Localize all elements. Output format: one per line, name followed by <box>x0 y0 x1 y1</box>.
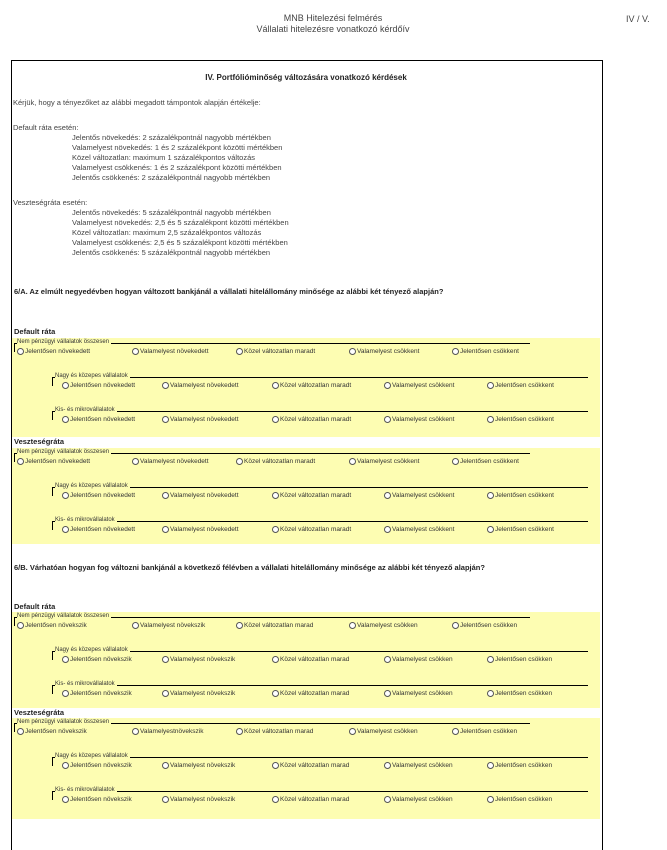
radio-button[interactable] <box>236 458 243 465</box>
radio-label: Jelentősen csökkent <box>460 458 519 465</box>
radio-option[interactable] <box>272 492 351 499</box>
radio-label: Közel változatlan maradt <box>280 526 352 533</box>
radio-option[interactable] <box>384 656 453 663</box>
radio-option[interactable] <box>384 382 454 389</box>
radio-button[interactable] <box>17 458 24 465</box>
radio-option[interactable] <box>349 622 418 629</box>
loss-rate-item: Valamelyest csökkenés: 2,5 és 5 százalékpont közötti mértékben <box>72 238 288 247</box>
radio-label: Valamelyest csökkent <box>392 526 455 533</box>
radio-label: Valamelyest csökken <box>357 728 418 735</box>
page-header <box>200 13 466 35</box>
radio-label: Jelentősen növekszik <box>70 796 132 803</box>
radio-button[interactable] <box>272 492 279 499</box>
group-label: Nem pénzügyi vállalatok összesen <box>17 339 110 345</box>
default-rate-item: Valamelyest növekedés: 1 és 2 százalékpont közötti mértékben <box>72 143 283 152</box>
radio-button[interactable] <box>162 762 169 769</box>
radio-button[interactable] <box>272 382 279 389</box>
radio-label: Közel változatlan maradt <box>244 458 316 465</box>
radio-button[interactable] <box>349 348 356 355</box>
radio-button[interactable] <box>487 762 494 769</box>
radio-option[interactable] <box>272 690 349 697</box>
radio-button[interactable] <box>272 690 279 697</box>
radio-label: Jelentősen növekedett <box>70 416 136 423</box>
radio-option[interactable] <box>132 348 209 355</box>
default-rate-heading: Default ráta esetén: <box>13 123 79 132</box>
q6b-loss-block <box>12 718 600 819</box>
group-label: Kis- és mikrovállalatok <box>55 681 115 687</box>
radio-label: Jelentősen növekedett <box>70 526 136 533</box>
radio-option[interactable] <box>162 416 239 423</box>
radio-label: Valamelyestnövekszik <box>140 728 204 735</box>
radio-button[interactable] <box>17 348 24 355</box>
radio-option[interactable] <box>487 382 554 389</box>
radio-button[interactable] <box>236 728 243 735</box>
header-title: MNB Hitelezési felmérés <box>283 13 383 23</box>
radio-button[interactable] <box>384 656 391 663</box>
radio-group <box>52 788 592 810</box>
group-label: Nagy és közepes vállalatok <box>55 647 128 653</box>
q6a-loss-label: Veszteségráta <box>14 437 65 446</box>
radio-option[interactable] <box>236 728 313 735</box>
radio-label: Jelentősen növekszik <box>25 622 87 629</box>
radio-button[interactable] <box>132 728 139 735</box>
radio-button[interactable] <box>132 348 139 355</box>
radio-option[interactable] <box>132 622 205 629</box>
radio-option[interactable] <box>62 382 135 389</box>
radio-option[interactable] <box>62 762 132 769</box>
radio-button[interactable] <box>349 728 356 735</box>
default-rate-item: Valamelyest csökkenés: 1 és 2 százalékpont közötti mértékben <box>72 163 282 172</box>
group-label: Kis- és mikrovállalatok <box>55 787 115 793</box>
radio-option[interactable] <box>162 690 235 697</box>
radio-option[interactable] <box>62 416 135 423</box>
radio-button[interactable] <box>62 492 69 499</box>
radio-option[interactable] <box>349 348 419 355</box>
radio-group <box>52 754 592 776</box>
radio-button[interactable] <box>384 382 391 389</box>
radio-group <box>52 518 592 540</box>
radio-option[interactable] <box>487 526 554 533</box>
radio-label: Jelentősen csökken <box>495 690 553 697</box>
radio-label: Jelentősen csökken <box>495 762 553 769</box>
default-rate-item: Jelentős csökkenés: 2 százalékpontnál nagyobb mértékben <box>72 173 271 182</box>
radio-label: Jelentősen csökkent <box>495 416 554 423</box>
radio-option[interactable] <box>384 526 454 533</box>
group-label: Nagy és közepes vállalatok <box>55 753 128 759</box>
radio-option[interactable] <box>384 796 453 803</box>
radio-option[interactable] <box>17 348 90 355</box>
radio-group <box>52 408 592 430</box>
radio-option[interactable] <box>349 458 419 465</box>
radio-label: Jelentősen növekedett <box>25 348 91 355</box>
radio-option[interactable] <box>62 796 132 803</box>
radio-label: Jelentősen növekszik <box>25 728 87 735</box>
radio-group <box>52 648 592 670</box>
radio-option[interactable] <box>236 348 315 355</box>
question-6b: 6/B. Várhatóan hogyan fog változni bankjánál a következő félévben a vállalati hitelállomány minősége az alábbi két tényező alapján? <box>14 563 485 572</box>
intro-text: Kérjük, hogy a tényezőket az alábbi megadott támpontok alapján értékelje: <box>13 98 261 107</box>
radio-option[interactable] <box>272 526 351 533</box>
radio-option[interactable] <box>487 416 554 423</box>
loss-rate-item: Jelentős csökkenés: 5 százalékpontnál nagyobb mértékben <box>72 248 271 257</box>
group-label: Nagy és közepes vállalatok <box>55 483 128 489</box>
radio-group <box>14 450 534 472</box>
radio-button[interactable] <box>162 526 169 533</box>
radio-label: Valamelyest csökkent <box>357 458 420 465</box>
radio-button[interactable] <box>272 416 279 423</box>
radio-button[interactable] <box>132 622 139 629</box>
radio-option[interactable] <box>162 796 235 803</box>
radio-button[interactable] <box>487 796 494 803</box>
radio-option[interactable] <box>384 690 453 697</box>
radio-label: Valamelyest csökkent <box>392 492 455 499</box>
radio-option[interactable] <box>487 656 552 663</box>
radio-label: Valamelyest csökkent <box>357 348 420 355</box>
radio-label: Valamelyest csökken <box>357 622 418 629</box>
radio-option[interactable] <box>487 492 554 499</box>
radio-label: Közel változatlan marad <box>280 656 350 663</box>
radio-label: Jelentősen csökken <box>460 622 518 629</box>
radio-label: Valamelyest növekszik <box>170 762 236 769</box>
radio-label: Közel változatlan marad <box>280 762 350 769</box>
radio-label: Közel változatlan marad <box>244 622 314 629</box>
radio-button[interactable] <box>62 656 69 663</box>
radio-option[interactable] <box>17 622 87 629</box>
radio-label: Valamelyest növekszik <box>170 656 236 663</box>
radio-button[interactable] <box>62 796 69 803</box>
radio-label: Jelentősen csökkent <box>460 348 519 355</box>
radio-group <box>14 614 534 636</box>
radio-label: Valamelyest csökkent <box>392 382 455 389</box>
radio-label: Valamelyest növekedett <box>170 416 239 423</box>
radio-button[interactable] <box>62 382 69 389</box>
radio-group <box>52 374 592 396</box>
section-title: IV. Portfólióminőség változására vonatkozó kérdések <box>205 73 407 82</box>
radio-label: Valamelyest növekszik <box>170 796 236 803</box>
radio-option[interactable] <box>487 762 552 769</box>
radio-label: Jelentősen növekedett <box>70 382 136 389</box>
radio-button[interactable] <box>162 796 169 803</box>
radio-button[interactable] <box>487 690 494 697</box>
radio-option[interactable] <box>384 762 453 769</box>
radio-label: Jelentősen növekszik <box>70 656 132 663</box>
radio-label: Valamelyest csökken <box>392 796 453 803</box>
radio-option[interactable] <box>452 622 517 629</box>
radio-group <box>52 682 592 704</box>
radio-option[interactable] <box>162 656 235 663</box>
radio-button[interactable] <box>487 526 494 533</box>
radio-button[interactable] <box>272 656 279 663</box>
radio-option[interactable] <box>452 348 519 355</box>
question-6a: 6/A. Az elmúlt negyedévben hogyan változott bankjánál a vállalati hitelállomány minősége az alábbi két tényező alapján? <box>14 287 444 296</box>
radio-label: Jelentősen csökken <box>460 728 518 735</box>
loss-rate-heading: Veszteségráta esetén: <box>13 198 88 207</box>
radio-button[interactable] <box>487 656 494 663</box>
radio-button[interactable] <box>132 458 139 465</box>
radio-button[interactable] <box>384 492 391 499</box>
radio-label: Valamelyest növekszik <box>140 622 206 629</box>
radio-option[interactable] <box>17 728 87 735</box>
radio-button[interactable] <box>349 458 356 465</box>
group-label: Nagy és közepes vállalatok <box>55 373 128 379</box>
radio-label: Valamelyest csökkent <box>392 416 455 423</box>
radio-option[interactable] <box>62 492 135 499</box>
radio-option[interactable] <box>62 656 132 663</box>
radio-label: Jelentősen csökken <box>495 796 553 803</box>
radio-button[interactable] <box>452 728 459 735</box>
group-label: Nem pénzügyi vállalatok összesen <box>17 719 110 725</box>
radio-button[interactable] <box>17 622 24 629</box>
radio-group <box>14 720 534 742</box>
radio-option[interactable] <box>132 458 209 465</box>
q6b-loss-label: Veszteségráta <box>14 708 65 717</box>
radio-option[interactable] <box>132 728 203 735</box>
q6a-loss-block <box>12 448 600 544</box>
radio-label: Közel változatlan maradt <box>280 382 352 389</box>
radio-button[interactable] <box>272 526 279 533</box>
radio-option[interactable] <box>272 382 351 389</box>
radio-label: Valamelyest csökken <box>392 690 453 697</box>
radio-option[interactable] <box>272 796 349 803</box>
radio-label: Jelentősen csökken <box>495 656 553 663</box>
radio-button[interactable] <box>487 416 494 423</box>
group-label: Kis- és mikrovállalatok <box>55 517 115 523</box>
radio-option[interactable] <box>349 728 418 735</box>
radio-button[interactable] <box>384 762 391 769</box>
radio-label: Jelentősen csökkent <box>495 382 554 389</box>
radio-option[interactable] <box>236 622 313 629</box>
radio-option[interactable] <box>162 526 239 533</box>
header-subtitle: Vállalati hitelezésre vonatkozó kérdőív <box>256 24 410 34</box>
radio-option[interactable] <box>272 416 351 423</box>
radio-option[interactable] <box>62 690 132 697</box>
radio-button[interactable] <box>349 622 356 629</box>
radio-option[interactable] <box>236 458 315 465</box>
radio-option[interactable] <box>17 458 90 465</box>
radio-button[interactable] <box>236 622 243 629</box>
radio-button[interactable] <box>62 690 69 697</box>
radio-group <box>14 340 534 362</box>
radio-option[interactable] <box>452 458 519 465</box>
radio-button[interactable] <box>384 416 391 423</box>
radio-label: Valamelyest növekedett <box>170 492 239 499</box>
radio-option[interactable] <box>384 492 454 499</box>
radio-label: Valamelyest csökken <box>392 656 453 663</box>
radio-button[interactable] <box>452 348 459 355</box>
radio-button[interactable] <box>236 348 243 355</box>
radio-option[interactable] <box>452 728 517 735</box>
radio-label: Jelentősen növekedett <box>70 492 136 499</box>
radio-option[interactable] <box>272 656 349 663</box>
loss-rate-item: Közel változatlan: maximum 2,5 százalékpontos változás <box>72 228 262 237</box>
radio-label: Valamelyest csökken <box>392 762 453 769</box>
radio-button[interactable] <box>384 526 391 533</box>
radio-option[interactable] <box>62 526 135 533</box>
radio-button[interactable] <box>162 690 169 697</box>
radio-option[interactable] <box>162 762 235 769</box>
radio-label: Valamelyest növekedett <box>140 348 209 355</box>
radio-group <box>52 484 592 506</box>
radio-button[interactable] <box>452 622 459 629</box>
default-rate-item: Jelentős növekedés: 2 százalékpontnál nagyobb mértékben <box>72 133 271 142</box>
radio-button[interactable] <box>162 656 169 663</box>
radio-label: Közel változatlan marad <box>280 690 350 697</box>
radio-option[interactable] <box>487 796 552 803</box>
q6b-default-block <box>12 612 600 708</box>
radio-label: Jelentősen csökkent <box>495 526 554 533</box>
radio-label: Jelentősen növekszik <box>70 690 132 697</box>
radio-button[interactable] <box>452 458 459 465</box>
radio-label: Közel változatlan marad <box>280 796 350 803</box>
q6a-default-block <box>12 338 600 437</box>
page-number: IV / V. <box>626 14 650 24</box>
radio-option[interactable] <box>384 416 454 423</box>
radio-option[interactable] <box>272 762 349 769</box>
radio-option[interactable] <box>487 690 552 697</box>
q6b-default-label: Default ráta <box>14 602 56 611</box>
radio-button[interactable] <box>162 416 169 423</box>
loss-rate-item: Jelentős növekedés: 5 százalékpontnál nagyobb mértékben <box>72 208 271 217</box>
loss-rate-item: Valamelyest növekedés: 2,5 és 5 százalékpont közötti mértékben <box>72 218 289 227</box>
radio-button[interactable] <box>272 796 279 803</box>
radio-label: Közel változatlan maradt <box>280 492 352 499</box>
radio-button[interactable] <box>62 416 69 423</box>
radio-option[interactable] <box>162 382 239 389</box>
radio-label: Közel változatlan marad <box>244 728 314 735</box>
radio-button[interactable] <box>272 762 279 769</box>
radio-option[interactable] <box>162 492 239 499</box>
radio-label: Valamelyest növekedett <box>140 458 209 465</box>
group-label: Nem pénzügyi vállalatok összesen <box>17 449 110 455</box>
radio-label: Valamelyest növekszik <box>170 690 236 697</box>
q6a-default-label: Default ráta <box>14 327 56 336</box>
radio-button[interactable] <box>384 690 391 697</box>
radio-label: Jelentősen növekszik <box>70 762 132 769</box>
radio-button[interactable] <box>162 492 169 499</box>
radio-label: Valamelyest növekedett <box>170 382 239 389</box>
group-label: Kis- és mikrovállalatok <box>55 407 115 413</box>
radio-button[interactable] <box>384 796 391 803</box>
radio-label: Közel változatlan maradt <box>280 416 352 423</box>
radio-button[interactable] <box>62 526 69 533</box>
radio-button[interactable] <box>487 382 494 389</box>
radio-button[interactable] <box>162 382 169 389</box>
default-rate-item: Közel változatlan: maximum 1 százalékpontos változás <box>72 153 256 162</box>
radio-button[interactable] <box>17 728 24 735</box>
group-label: Nem pénzügyi vállalatok összesen <box>17 613 110 619</box>
radio-button[interactable] <box>62 762 69 769</box>
radio-label: Valamelyest növekedett <box>170 526 239 533</box>
radio-label: Jelentősen növekedett <box>25 458 91 465</box>
radio-button[interactable] <box>487 492 494 499</box>
radio-label: Jelentősen csökkent <box>495 492 554 499</box>
radio-label: Közel változatlan maradt <box>244 348 316 355</box>
